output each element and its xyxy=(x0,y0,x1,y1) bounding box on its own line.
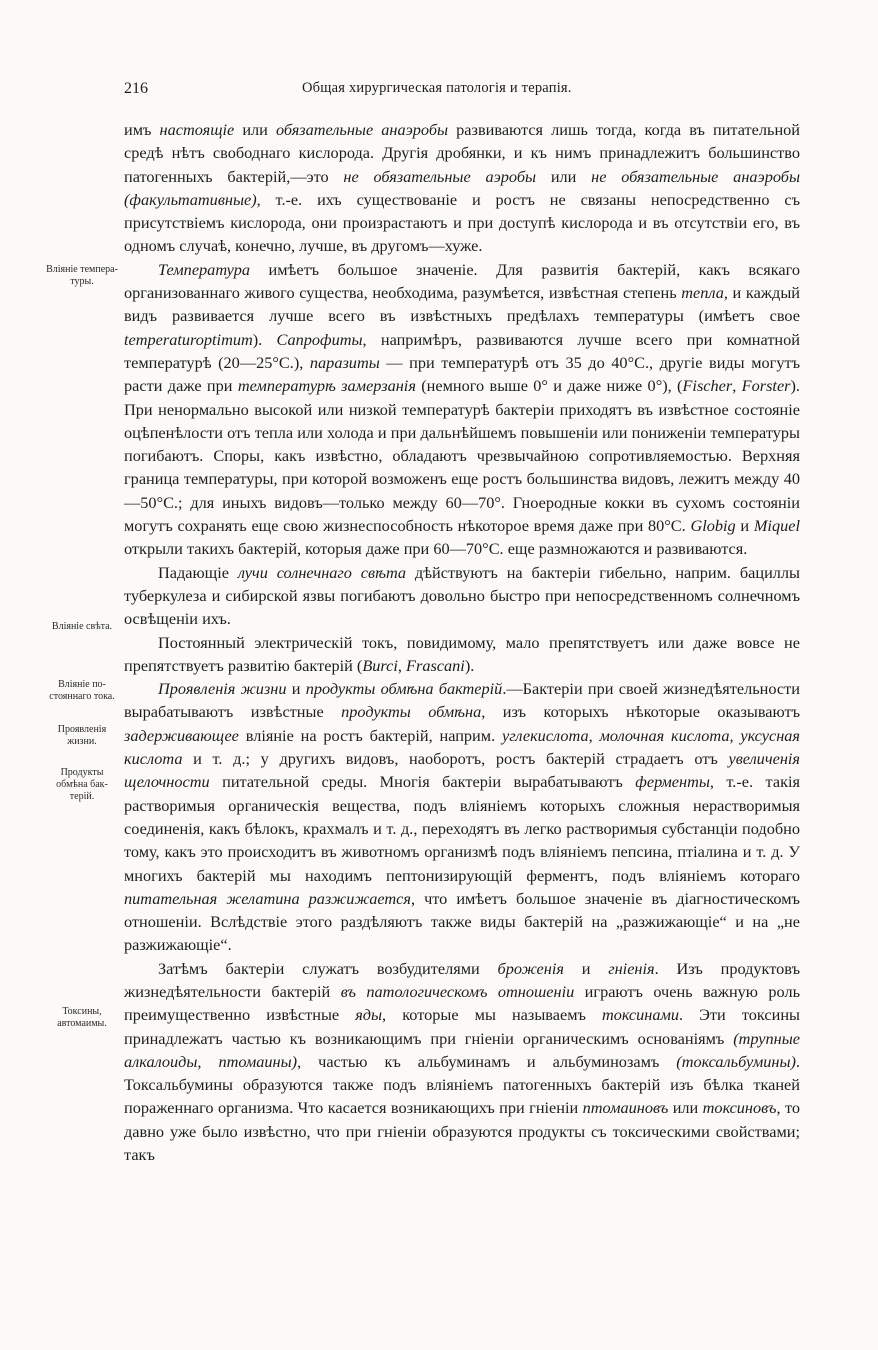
text-run: дѣйствуютъ на бактеріи гибельно, наприм. бациллы туберкулеза и сибирской язвы погибаютъ довольно быстро при непосредственномъ солнечномъ освѣщеніи ихъ. xyxy=(124,562,800,629)
emphasis: увеличенія щелочности xyxy=(124,749,800,792)
running-header xyxy=(124,80,800,102)
emphasis: Frascani xyxy=(406,655,465,675)
emphasis: не обязательные аэробы xyxy=(343,166,537,186)
emphasis: гніенія xyxy=(608,958,655,978)
emphasis: токсинами xyxy=(602,1005,680,1025)
emphasis: тепла xyxy=(681,283,724,303)
text-run: , т.-е. ихъ существованіе и ростъ не связаны непосредственно съ присутствіемъ кислорода, они произрастаютъ и при доступѣ кислорода и въ отсутствіи его, въ одномъ случаѣ, конечно, лучше, въ другомъ—хуже. xyxy=(124,189,800,256)
text-run: — при температурѣ отъ 35 до 40°С., другіе виды могутъ расти даже при xyxy=(124,352,800,396)
text-run: и xyxy=(563,958,609,978)
margin-note-temperature: Вліяніе темпера- туры. xyxy=(46,264,118,287)
text-run: ). xyxy=(252,329,277,349)
text-run: Постоянный электрическій токъ, повидимому, мало препятствуетъ или даже вовсе не препятствуетъ развитію бактерій ( xyxy=(124,632,800,675)
text-run: или xyxy=(668,1098,703,1118)
emphasis: продукты обмѣна xyxy=(341,702,482,722)
text-run: , напримѣръ, развиваются лучше всего при комнатной температурѣ (20—25°С.), xyxy=(124,329,800,372)
emphasis: продукты обмѣна бактерій xyxy=(305,679,503,699)
text-run: имѣетъ большое значеніе. Для развитія бактерій, какъ всякаго организованнаго живого существа, необходима, разумѣется, извѣстная степень xyxy=(124,259,800,303)
text-run: играютъ очень важную роль преимущественно извѣстные xyxy=(124,981,800,1025)
emphasis: Burci xyxy=(362,655,398,675)
emphasis: Сапрофиты xyxy=(276,329,363,349)
text-run: , xyxy=(397,655,407,675)
emphasis: Globig xyxy=(690,516,736,536)
text-run: , и каждый видъ развивается лучше всего въ извѣстныхъ предѣлахъ температуры (имѣетъ свое xyxy=(124,283,800,326)
margin-note-metabolism: Продукты обмѣна бак- терій. xyxy=(56,767,108,802)
text-run: и xyxy=(286,679,306,699)
emphasis: Проявленія жизни xyxy=(158,679,287,699)
text-run: , то давно уже было извѣстно, что при гніеніи образуются продукты съ токсическими свойствами; такъ xyxy=(124,1098,800,1165)
text-run: , которые мы называемъ xyxy=(382,1005,603,1025)
emphasis: Fischer xyxy=(682,376,733,396)
emphasis: температурѣ замерзанія xyxy=(237,376,416,396)
text-run: или xyxy=(234,120,276,139)
paragraph-current xyxy=(124,631,800,678)
emphasis: (токсальбумины) xyxy=(676,1051,796,1071)
emphasis: ферменты xyxy=(635,772,710,792)
emphasis: токсиновъ xyxy=(702,1098,777,1118)
text-run: и xyxy=(735,516,754,536)
emphasis: броженія xyxy=(497,958,564,978)
running-title: Общая хирургическая патологія и терапія. xyxy=(302,80,572,96)
emphasis: настоящіе xyxy=(159,120,235,139)
text-run: (немного выше 0° и даже ниже 0°), ( xyxy=(415,376,683,396)
margin-note-toxins: Токсины, автомаимы. xyxy=(57,1006,107,1029)
emphasis: задерживающее xyxy=(124,725,239,745)
emphasis: птомаиновъ xyxy=(582,1098,669,1118)
text-run: или xyxy=(536,166,592,186)
emphasis: питательная желатина разжижается xyxy=(124,888,411,908)
body-text xyxy=(124,118,800,1166)
text-run: ). xyxy=(464,655,475,675)
emphasis: не обязательные анаэробы (факультативные) xyxy=(124,166,800,209)
paragraph-anaerobes xyxy=(124,118,800,258)
emphasis: Forster xyxy=(741,376,791,396)
text-run: .—Бактеріи при своей жизнедѣятельности вырабатываютъ извѣстные xyxy=(124,679,800,722)
margin-note-light: Вліяніе свѣта. xyxy=(51,621,113,632)
paragraph-temperature xyxy=(124,258,800,561)
text-run: . Эти токсины принадлежатъ частью къ возникающимъ при гніеніи органическимъ основаніямъ xyxy=(124,1005,800,1048)
emphasis: паразиты xyxy=(309,352,380,372)
text-run: открыли такихъ бактерій, которыя даже при 60—70°С. еще размножаются и развиваются. xyxy=(124,539,748,559)
text-run: и т. д.; у другихъ видовъ, наоборотъ, ростъ бактерій страдаетъ отъ xyxy=(182,749,729,769)
margin-note-life: Проявленія жизни. xyxy=(57,724,107,747)
text-run: Падающіе xyxy=(158,562,238,582)
text-run: , xyxy=(732,376,742,396)
paragraph-metabolism xyxy=(124,677,800,957)
text-run: , изъ которыхъ нѣкоторые оказываютъ xyxy=(481,702,800,722)
text-run: Затѣмъ бактеріи служатъ возбудителями xyxy=(158,958,498,978)
paragraph-light xyxy=(124,561,800,631)
text-run: , что имѣетъ большое значеніе въ діагностическомъ отношеніи. Вслѣдствіе этого раздѣляютъ также виды бактерій на „разжижающіе“ и на „не разжижающіе“. xyxy=(124,888,800,955)
text-run: развиваются лишь тогда, когда въ питательной средѣ нѣтъ свободнаго кислорода. Другія дробянки, и къ нимъ принадлежитъ большинство патогенныхъ бактерій,—это xyxy=(124,120,801,186)
paragraph-toxins xyxy=(124,957,800,1167)
emphasis: Miquel xyxy=(753,516,800,536)
text-run: ). При ненормально высокой или низкой температурѣ бактеріи приходятъ въ извѣстное состояніе оцѣпенѣлости отъ тепла или холода и при дальнѣйшемъ повышеніи или пониженіи температуры погибаютъ. Споры, какъ извѣстно, обладаютъ чрезвычайною сопротивляемостью. Верхняя граница температуры, при которой возможенъ еще ростъ большинства видовъ, лежитъ между 40—50°С.; для иныхъ видовъ—только между 60—70°. Гноеродные кокки въ сухомъ состояніи могутъ сохранять еще свою жизнеспособность нѣкоторое время даже при 80°С. xyxy=(124,376,800,536)
emphasis: обязательные анаэробы xyxy=(275,120,449,139)
emphasis: углекислота, молочная кислота, уксусная кислота xyxy=(124,725,800,769)
text-run: , частью къ альбуминамъ и альбуминозамъ xyxy=(297,1051,677,1071)
page-number: 216 xyxy=(124,80,148,97)
text-run: , т.-е. такія растворимыя органическія вещества, подъ вліяніемъ которыхъ сложныя нерастворимыя соединенія, какъ бѣлокъ, крахмалъ и т. д., переходятъ въ легко растворимыя субстанціи подобно тому, какъ это происходитъ въ животномъ организмѣ подъ вліяніемъ пепсина, птіалина и т. д. У многихъ бактерій мы находимъ пептонизирующій ферментъ, подъ вліяніемъ котораго xyxy=(124,772,801,885)
text-run: . Изъ продуктовъ жизнедѣятельности бактерій xyxy=(124,958,800,1001)
emphasis: temperaturoptimum xyxy=(124,329,253,349)
emphasis: (трупные алкалоиды, птомаины) xyxy=(124,1028,800,1071)
text-run: имъ xyxy=(124,120,160,139)
margin-note-current: Вліяніе по- стояннаго тока. xyxy=(49,679,115,702)
emphasis: яды xyxy=(355,1005,383,1025)
text-run: вліяніе на ростъ бактерій, наприм. xyxy=(238,725,502,745)
emphasis: лучи солнечнаго свѣта xyxy=(237,562,407,582)
emphasis: Температура xyxy=(158,259,250,279)
text-run: . Токсальбумины образуются также подъ вліяніемъ патогенныхъ бактерій изъ бѣлка тканей пораженнаго организма. Что касается возникающихъ при гніеніи xyxy=(124,1051,800,1118)
text-run: питательной среды. Многія бактеріи вырабатываютъ xyxy=(209,772,636,792)
emphasis: въ патологическомъ отношеніи xyxy=(340,981,575,1001)
